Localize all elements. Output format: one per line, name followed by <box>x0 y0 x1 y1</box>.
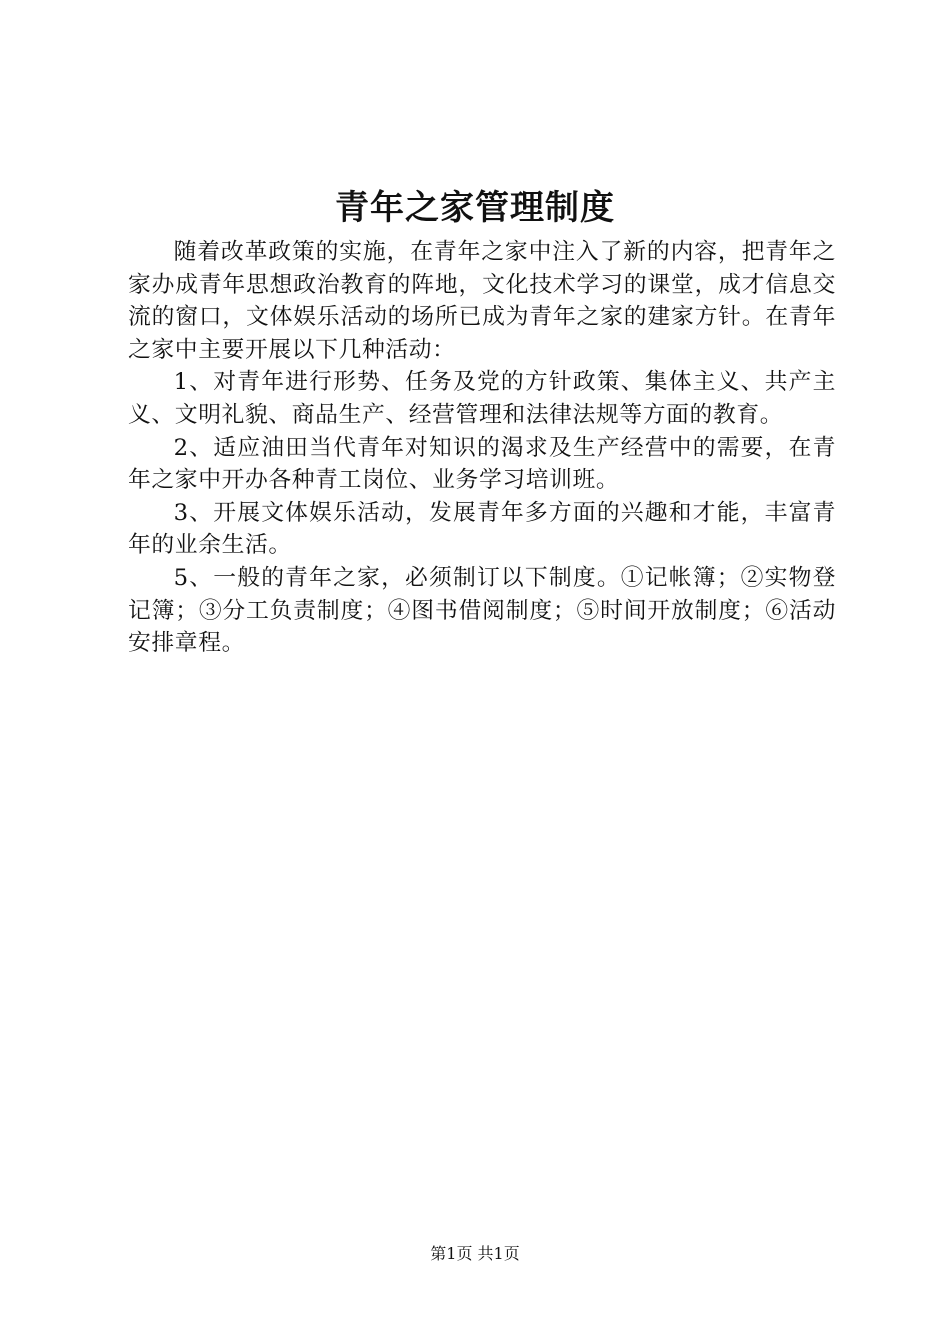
page-footer <box>0 1243 950 1265</box>
paragraph-item-5: 5、一般的青年之家，必须制订以下制度。①记帐簿；②实物登记簿；③分工负责制度；④图书借阅制度；⑤时间开放制度；⑥活动安排章程。 <box>128 564 836 657</box>
page-total: 共1页 <box>477 1244 520 1263</box>
paragraph-item-2: 2、适应油田当代青年对知识的渴求及生产经营中的需要，在青年之家中开办各种青工岗位、业务学习培训班。 <box>128 434 836 494</box>
page-number: 第1页 <box>430 1244 473 1263</box>
paragraph-item-1: 1、对青年进行形势、任务及党的方针政策、集体主义、共产主义、文明礼貌、商品生产、经营管理和法律法规等方面的教育。 <box>128 369 836 428</box>
paragraph-item-3: 3、开展文体娱乐活动，发展青年多方面的兴趣和才能，丰富青年的业余生活。 <box>128 499 836 559</box>
paragraph-intro: 随着改革政策的实施，在青年之家中注入了新的内容，把青年之家办成青年思想政治教育的阵地，文化技术学习的课堂，成才信息交流的窗口，文体娱乐活动的场所已成为青年之家的建家方针。在青年之家中主要开展以下几种活动： <box>128 239 836 363</box>
document-body <box>128 236 836 660</box>
document-title: 青年之家管理制度 <box>335 188 615 228</box>
